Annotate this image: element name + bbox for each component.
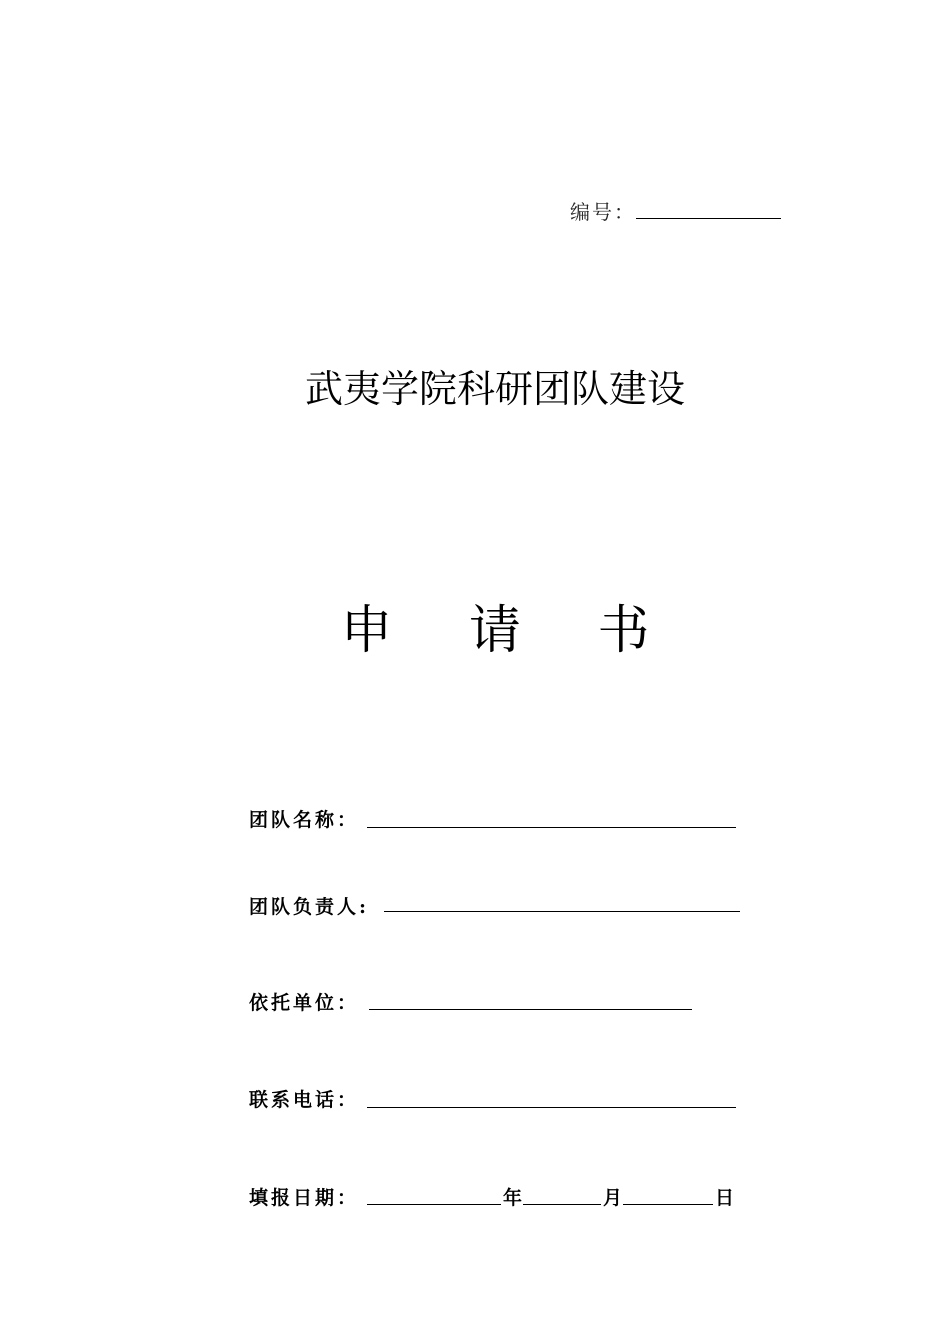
host-unit-label: 依托单位： [249,992,360,1014]
serial-number-label: 编号： [570,200,636,224]
team-name-label: 团队名称： [249,809,360,831]
document-title: 武夷学院科研团队建设 [304,367,685,411]
phone-field[interactable] [367,1107,736,1108]
subtitle-char-3: 书 [597,601,650,661]
team-leader-field[interactable] [384,911,740,912]
team-name-field[interactable] [367,827,736,828]
date-year-field[interactable] [367,1204,501,1205]
team-leader-label: 团队负责人: [249,896,370,918]
document-subtitle [0,588,950,663]
date-label: 填报日期： [249,1187,360,1209]
subtitle-char-1: 申 [340,601,393,661]
serial-number-field[interactable] [636,218,781,219]
year-unit: 年 [503,1187,523,1209]
host-unit-field[interactable] [369,1009,692,1010]
subtitle-char-2: 请 [468,601,521,661]
date-day-field[interactable] [623,1204,713,1205]
phone-label: 联系电话： [249,1089,360,1111]
month-unit: 月 [603,1187,623,1209]
day-unit: 日 [715,1187,735,1209]
date-month-field[interactable] [523,1204,601,1205]
